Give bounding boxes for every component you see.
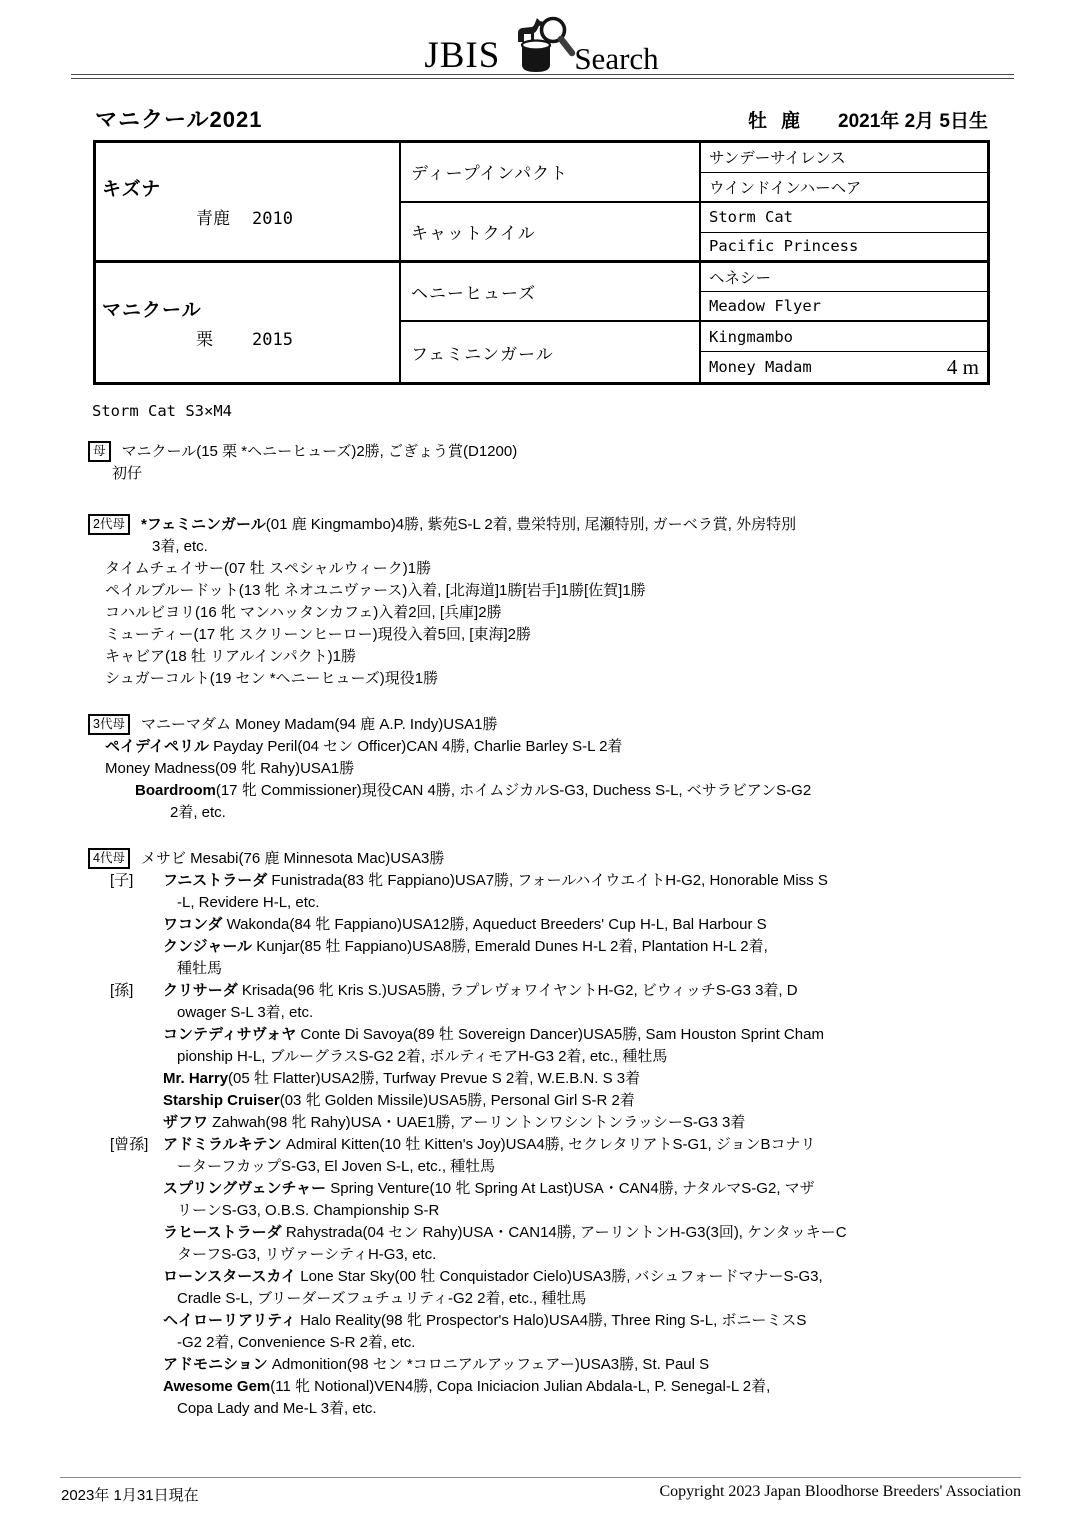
coat-label: 鹿 xyxy=(781,111,801,132)
horse-name: コンテディサヴォヤ xyxy=(163,1026,297,1043)
pedigree-line xyxy=(88,1310,1083,1332)
race-record-text: 種牡馬 xyxy=(177,960,223,977)
pedigree-line xyxy=(88,980,1083,1002)
jbis-search-logo xyxy=(0,10,1083,74)
pedigree-line xyxy=(88,936,1083,958)
pedigree-line xyxy=(88,1178,1083,1200)
horse-name: アドモニション xyxy=(163,1356,268,1373)
pedigree-line xyxy=(88,1288,1083,1310)
section-second-dam xyxy=(88,514,1083,690)
race-record-text: タイムチェイサー(07 牡 スペシャルウィーク)1勝 xyxy=(105,560,432,577)
race-record-text: Admonition(98 セン *コロニアルアッフェアー)USA3勝, St. Paul S xyxy=(267,1356,710,1373)
pedigree-line xyxy=(88,1156,1083,1178)
pedigree-line xyxy=(88,558,1083,580)
pedigree-line xyxy=(88,914,1083,936)
pedigree-line xyxy=(88,1354,1083,1376)
title-row xyxy=(95,103,988,134)
pedigree-cell-ggp-1: サンデーサイレンス xyxy=(701,143,987,173)
pedigree-cell-ggp-8 xyxy=(701,352,987,382)
horse-name: ザフワ xyxy=(163,1114,209,1131)
pedigree-line xyxy=(88,802,1083,824)
logo-text-search: Search xyxy=(574,41,659,76)
race-record-text: マニクール(15 栗 *ヘニーヒューズ)2勝, ごぎょう賞(D1200) xyxy=(121,443,518,460)
family-number: 4 m xyxy=(946,354,979,379)
race-record-text: Halo Reality(98 牝 Prospector's Halo)USA4勝, Three Ring S-L, ボニーミスS xyxy=(295,1312,807,1329)
race-record-text: owager S-L 3着, etc. xyxy=(177,1004,314,1021)
race-record-text: Kunjar(85 牡 Fappiano)USA8勝, Emerald Dunes H-L 2着, Plantation H-L 2着, xyxy=(252,938,768,955)
pedigree-line xyxy=(88,1398,1083,1420)
pedigree-line xyxy=(88,580,1083,602)
pedigree-cell-dam-dam: フェミニンガール xyxy=(401,322,701,382)
dam-year: 2015 xyxy=(252,329,293,350)
race-record-text: リーンS-G3, O.B.S. Championship S-R xyxy=(177,1202,440,1219)
pedigree-line xyxy=(88,1046,1083,1068)
pedigree-line xyxy=(88,1222,1083,1244)
dam-name: マニクール xyxy=(102,299,202,321)
race-record-text: -L, Revidere H-L, etc. xyxy=(177,894,320,911)
pedigree-cell-ggp-5: ヘネシー xyxy=(701,263,987,293)
race-record-text: コハルビヨリ(16 牝 マンハッタンカフェ)入着2回, [兵庫]2勝 xyxy=(105,604,502,621)
pedigree-line xyxy=(88,1332,1083,1354)
horse-inkpot-magnifier-icon xyxy=(506,14,578,76)
race-record-text: Conte Di Savoya(89 牡 Sovereign Dancer)USA5勝, Sam Houston Sprint Cham xyxy=(296,1026,824,1043)
section-third-dam xyxy=(88,714,1083,824)
race-record-text: ーターフカップS-G3, El Joven S-L, etc., 種牡馬 xyxy=(177,1158,496,1175)
pedigree-line xyxy=(88,1376,1083,1398)
pedigree-line xyxy=(88,958,1083,980)
horse-name: Awesome Gem xyxy=(163,1378,271,1395)
horse-name: Mr. Harry xyxy=(163,1070,229,1087)
sire-year: 2010 xyxy=(252,208,293,229)
pedigree-line xyxy=(88,1200,1083,1222)
horse-name: クリサーダ xyxy=(163,982,238,999)
sex-coat-birth xyxy=(748,106,988,133)
race-record-text: Funistrada(83 牝 Fappiano)USA7勝, フォールハイウエイトH-G2, Honorable Miss S xyxy=(267,872,828,889)
race-record-text: Admiral Kitten(10 牡 Kitten's Joy)USA4勝, セクレタリアトS-G1, ジョンBコナリ xyxy=(281,1136,816,1153)
generation-label: 母 xyxy=(88,441,111,462)
pedigree-line xyxy=(88,1002,1083,1024)
sire-coat-year xyxy=(196,204,399,229)
generation-label: 2代母 xyxy=(88,514,130,535)
section-mother xyxy=(88,441,1083,485)
horse-name: スプリングヴェンチャー xyxy=(163,1180,327,1197)
dam-coat-year xyxy=(196,325,399,350)
footer-as-of-date: 2023年 1月31日現在 xyxy=(61,1487,199,1504)
race-record-text: Lone Star Sky(00 牡 Conquistador Cielo)USA3勝, バシュフォードマナーS-G3, xyxy=(296,1268,823,1285)
section-fourth-dam xyxy=(88,848,1083,1420)
race-record-text: Payday Peril(04 セン Officer)CAN 4勝, Charlie Barley S-L 2着 xyxy=(208,738,623,755)
pedigree-cell-ggp-2: ウインドインハーヘア xyxy=(701,173,987,203)
horse-name: Boardroom xyxy=(135,782,216,799)
inbreeding-note: Storm Cat S3×M4 xyxy=(92,402,232,420)
race-record-text: Zahwah(98 牝 Rahy)USA・UAE1勝, アーリントンワシントンラッシーS-G3 3着 xyxy=(208,1114,746,1131)
race-record-text: Krisada(96 牝 Kris S.)USA5勝, ラプレヴォワイヤントH-G2, ビウィッチS-G3 3着, D xyxy=(237,982,798,999)
relation-label: [子] xyxy=(110,872,134,889)
pedigree-line xyxy=(88,1244,1083,1266)
race-record-text: (11 牝 Notional)VEN4勝, Copa Iniciacion Julian Abdala-L, P. Senegal-L 2着, xyxy=(270,1378,771,1395)
pedigree-cell-ggp-6: Meadow Flyer xyxy=(701,292,987,322)
page-title: マニクール2021 xyxy=(95,107,263,132)
pedigree-line xyxy=(88,441,1083,463)
race-record-text: 初仔 xyxy=(112,465,143,482)
pedigree-line xyxy=(88,780,1083,802)
pedigree-cell-ggp-3: Storm Cat xyxy=(701,203,987,233)
horse-name: フニストラーダ xyxy=(163,872,268,889)
pedigree-line xyxy=(88,1068,1083,1090)
pedigree-line xyxy=(88,1024,1083,1046)
race-record-text: Spring Venture(10 牝 Spring At Last)USA・CAN4勝, ナタルマS-G2, マザ xyxy=(326,1180,815,1197)
relation-label: [曾孫] xyxy=(110,1136,149,1153)
pedigree-line xyxy=(88,646,1083,668)
pedigree-line xyxy=(88,870,1083,892)
pedigree-line xyxy=(88,463,1083,485)
pedigree-line xyxy=(88,1112,1083,1134)
race-record-text: (17 牝 Commissioner)現役CAN 4勝, ホイムジカルS-G3, Duchess S-L, ベサラビアンS-G2 xyxy=(215,782,812,799)
pedigree-line xyxy=(88,1266,1083,1288)
sire-name: キズナ xyxy=(102,178,162,200)
race-record-text: pionship H-L, ブルーグラスS-G2 2着, ボルティモアH-G3 2着, etc., 種牡馬 xyxy=(177,1048,668,1065)
pedigree-line xyxy=(88,1090,1083,1112)
pedigree-line xyxy=(88,892,1083,914)
pedigree-table xyxy=(93,140,990,385)
horse-name: アドミラルキテン xyxy=(163,1136,282,1153)
footer-copyright: Copyright 2023 Japan Bloodhorse Breeders' Association xyxy=(659,1483,1021,1500)
race-record-text: ターフS-G3, リヴァーシティH-G3, etc. xyxy=(177,1246,437,1263)
pedigree-line xyxy=(88,536,1083,558)
sire-coat: 青鹿 xyxy=(196,208,230,229)
race-record-text: ペイルブルードット(13 牝 ネオユニヴァース)入着, [北海道]1勝[岩手]1勝[佐賀]1勝 xyxy=(105,582,646,599)
pedigree-cell-sire xyxy=(96,143,401,263)
horse-name: ワコンダ xyxy=(163,916,223,933)
generation-label: 4代母 xyxy=(88,848,130,869)
birthdate-label: 2021年 2月 5日生 xyxy=(838,111,988,132)
race-record-text: ミューティー(17 牝 スクリーンヒーロー)現役入着5回, [東海]2勝 xyxy=(105,626,531,643)
race-record-text: Wakonda(84 牝 Fappiano)USA12勝, Aqueduct Breeders' Cup H-L, Bal Harbour S xyxy=(222,916,767,933)
sex-label: 牡 xyxy=(748,111,768,132)
pedigree-line xyxy=(88,736,1083,758)
pedigree-cell-dam xyxy=(96,263,401,383)
pedigree-line xyxy=(88,624,1083,646)
horse-name: ヘイローリアリティ xyxy=(163,1312,296,1329)
race-record-text: Copa Lady and Me-L 3着, etc. xyxy=(177,1400,377,1417)
race-record-text: (03 牝 Golden Missile)USA5勝, Personal Girl S-R 2着 xyxy=(279,1092,635,1109)
race-record-text: キャビア(18 牡 リアルインパクト)1勝 xyxy=(105,648,356,665)
pedigree-line xyxy=(88,514,1083,536)
generation-label: 3代母 xyxy=(88,714,130,735)
pedigree-cell-dam-sire: ヘニーヒューズ xyxy=(401,263,701,323)
race-record-text: 2着, etc. xyxy=(170,804,226,821)
race-record-text: Money Madness(09 牝 Rahy)USA1勝 xyxy=(105,760,355,777)
horse-name: ラヒーストラーダ xyxy=(163,1224,282,1241)
pedigree-cell-ggp-4: Pacific Princess xyxy=(701,233,987,263)
header-divider xyxy=(71,74,1014,79)
horse-name: Starship Cruiser xyxy=(163,1092,280,1109)
pedigree-line xyxy=(88,848,1083,870)
pedigree-line xyxy=(88,1134,1083,1156)
dam-coat: 栗 xyxy=(196,329,213,350)
footer-divider xyxy=(60,1477,1021,1478)
race-record-text: 3着, etc. xyxy=(152,538,208,555)
race-record-text: シュガーコルト(19 セン *ヘニーヒューズ)現役1勝 xyxy=(105,670,439,687)
race-record-text: マニーマダム Money Madam(94 鹿 A.P. Indy)USA1勝 xyxy=(140,716,498,733)
race-record-text: (05 牡 Flatter)USA2勝, Turfway Prevue S 2着, W.E.B.N. S 3着 xyxy=(228,1070,641,1087)
logo-text-jbis: JBIS xyxy=(424,35,501,76)
pedigree-line xyxy=(88,758,1083,780)
pedigree-line xyxy=(88,602,1083,624)
pedigree-line xyxy=(88,668,1083,690)
race-record-text: (01 鹿 Kingmambo)4勝, 紫苑S-L 2着, 豊栄特別, 尾瀬特別, ガーベラ賞, 外房特別 xyxy=(265,516,797,533)
race-record-text: -G2 2着, Convenience S-R 2着, etc. xyxy=(177,1334,416,1351)
pedigree-cell-ggp-7: Kingmambo xyxy=(701,322,987,352)
horse-name: クンジャール xyxy=(163,938,253,955)
ggp-8-name: Money Madam xyxy=(709,358,812,377)
pedigree-line xyxy=(88,714,1083,736)
pedigree-cell-sire-dam: キャットクイル xyxy=(401,203,701,263)
horse-name: *フェミニンガール xyxy=(140,516,266,533)
race-record-text: メサビ Mesabi(76 鹿 Minnesota Mac)USA3勝 xyxy=(140,850,445,867)
race-record-text: Rahystrada(04 セン Rahy)USA・CAN14勝, アーリントンH-G3(3回), ケンタッキーC xyxy=(281,1224,847,1241)
pedigree-cell-sire-sire: ディープインパクト xyxy=(401,143,701,203)
relation-label: [孫] xyxy=(110,982,134,999)
lineage-sections xyxy=(88,441,1083,1420)
main-content xyxy=(0,140,1083,1420)
race-record-text: Cradle S-L, ブリーダーズフュチュリティ-G2 2着, etc., 種牡馬 xyxy=(177,1290,587,1307)
horse-name: ペイデイペリル xyxy=(105,738,209,755)
horse-name: ローンスタースカイ xyxy=(163,1268,297,1285)
